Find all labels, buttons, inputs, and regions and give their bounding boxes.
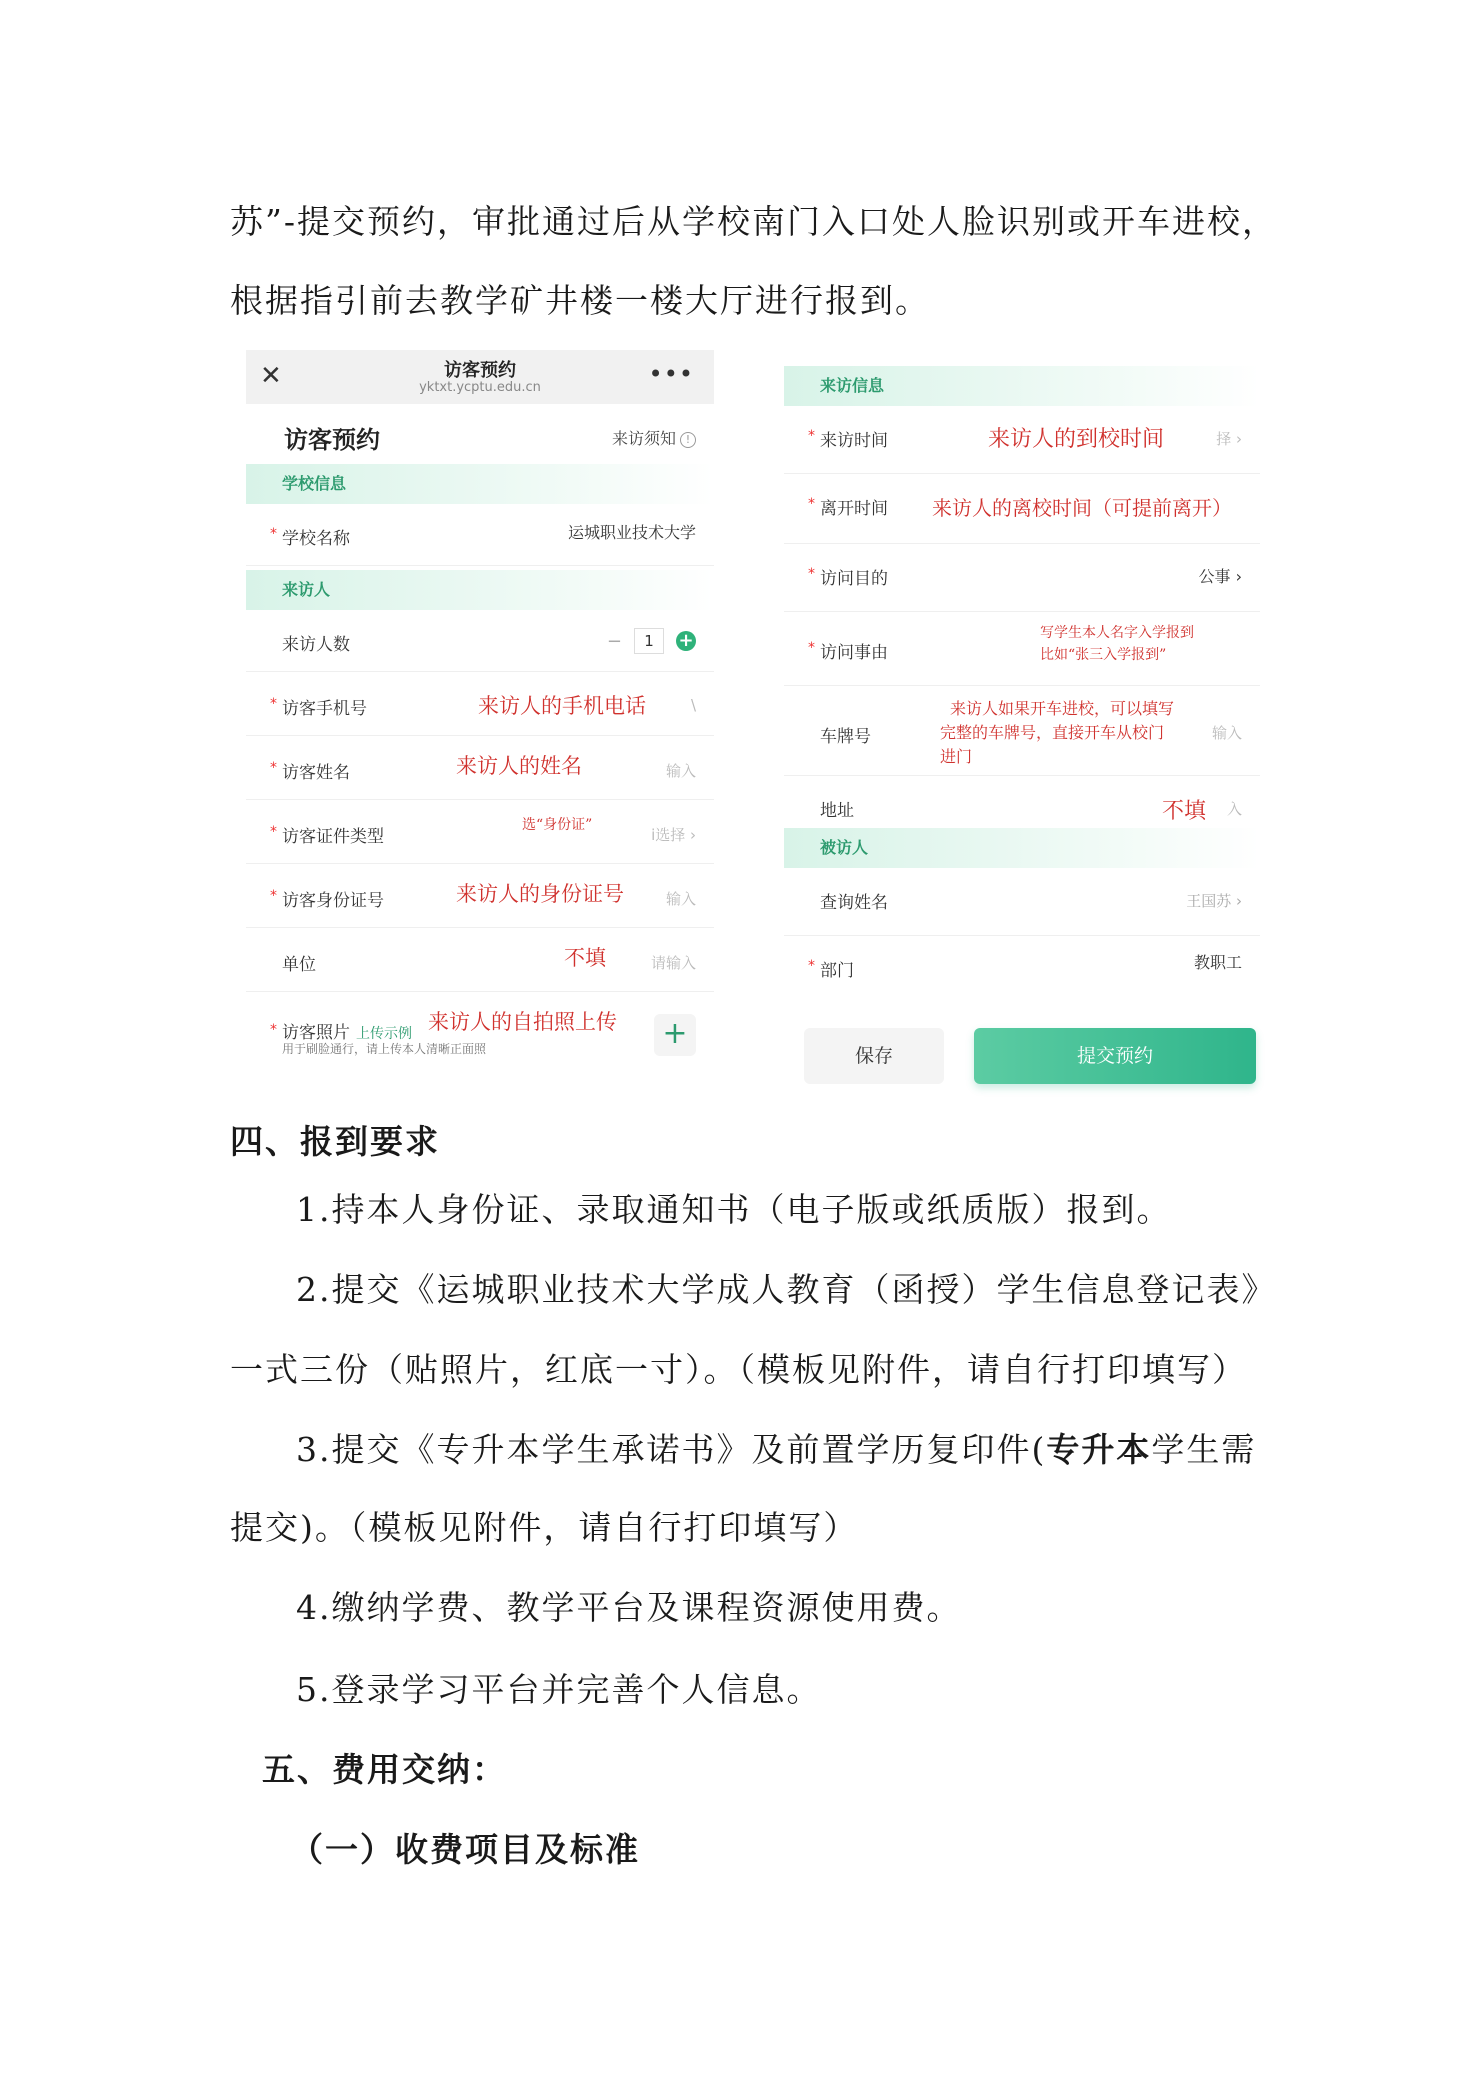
dept-label: 部门	[820, 961, 854, 981]
required-mark: *	[270, 696, 277, 712]
section-4-item-3a	[296, 1424, 1480, 1471]
row-plate[interactable]	[784, 688, 1260, 776]
row-reason[interactable]	[784, 614, 1260, 686]
phone-label: 访客手机号	[282, 699, 367, 719]
item-3a-text: 3.提交《专升本学生承诺书》及前置学历复印件(	[296, 1430, 1047, 1469]
plate-annotation-2: 完整的车牌号，直接开车从校门	[940, 723, 1165, 742]
row-company[interactable]	[246, 932, 714, 992]
row-department[interactable]	[784, 938, 1260, 1004]
id-type-annotation: 选“身份证”	[522, 817, 593, 833]
section-4-heading: 四、报到要求	[230, 1122, 440, 1161]
item-3a-bold: 专升本	[1046, 1430, 1152, 1469]
close-icon[interactable]: ✕	[260, 361, 282, 391]
required-mark: *	[808, 566, 815, 582]
section-5-heading: 五、费用交纳：	[262, 1750, 507, 1789]
required-mark: *	[808, 640, 815, 656]
plate-hint: 输入	[1211, 724, 1242, 742]
id-type-label: 访客证件类型	[282, 827, 384, 847]
row-phone[interactable]	[246, 676, 714, 736]
visitor-form-screenshot-left	[246, 350, 714, 1088]
school-name-label: 学校名称	[282, 529, 350, 549]
required-mark: *	[270, 1022, 277, 1038]
section-4-item-2b: 一式三份（贴照片，红底一寸）。（模板见附件，请自行打印填写）	[230, 1350, 1247, 1389]
visit-notice-link[interactable]	[612, 426, 696, 449]
plate-label: 车牌号	[820, 727, 871, 747]
arrive-label: 来访时间	[820, 431, 888, 451]
required-mark: *	[270, 760, 277, 776]
section-visitor: 来访人	[246, 570, 714, 610]
required-mark: *	[270, 824, 277, 840]
leave-annotation: 来访人的离校时间（可提前离开）	[932, 496, 1232, 520]
reason-annotation-2: 比如“张三入学报到”	[1040, 647, 1167, 663]
minus-icon[interactable]: −	[606, 630, 622, 652]
reason-annotation-1: 写学生本人名字入学报到	[1040, 625, 1194, 641]
photo-label: 访客照片	[282, 1023, 350, 1043]
leave-label: 离开时间	[820, 499, 888, 519]
row-id-number[interactable]	[246, 868, 714, 928]
form-title: 访客预约	[284, 426, 380, 454]
row-name[interactable]	[246, 740, 714, 800]
row-leave-time[interactable]	[784, 476, 1260, 544]
section-4-item-3b: 提交)。（模板见附件，请自行打印填写）	[230, 1508, 859, 1547]
visit-notice-label: 来访须知	[611, 429, 676, 448]
topbar-url: yktxt.ycptu.edu.cn	[419, 380, 541, 395]
item-3a-tail: 学生需	[1151, 1430, 1257, 1469]
host-name-value: 王国苏 ›	[1186, 892, 1242, 910]
row-arrive-time[interactable]	[784, 408, 1260, 474]
intro-line-1: 苏”-提交预约，审批通过后从学校南门入口处人脸识别或开车进校，	[230, 202, 1278, 241]
visitor-count-label: 来访人数	[282, 635, 350, 655]
row-id-type[interactable]	[246, 804, 714, 864]
more-icon[interactable]: •••	[648, 360, 694, 388]
dept-value: 教职工	[1193, 953, 1242, 972]
required-mark: *	[808, 496, 815, 512]
section-4-item-2a: 2.提交《运城职业技术大学成人教育（函授）学生信息登记表》	[296, 1270, 1277, 1309]
arrive-annotation: 来访人的到校时间	[988, 427, 1165, 452]
id-number-label: 访客身份证号	[282, 891, 384, 911]
purpose-label: 访问目的	[820, 569, 888, 589]
phone-hint: \	[690, 696, 696, 714]
add-photo-button[interactable]: +	[654, 1014, 696, 1056]
row-photo	[246, 996, 714, 1076]
upload-demo-link[interactable]: 上传示例	[356, 1026, 412, 1042]
row-school-name	[246, 506, 714, 566]
company-annotation: 不填	[564, 946, 606, 970]
section-4-item-1: 1.持本人身份证、录取通知书（电子版或纸质版）报到。	[296, 1190, 1172, 1229]
photo-subtext: 用于刷脸通行，请上传本人清晰正面照	[282, 1042, 487, 1056]
intro-line-2: 根据指引前去教学矿井楼一楼大厅进行报到。	[230, 281, 930, 320]
id-number-annotation: 来访人的身份证号	[456, 882, 624, 906]
visitor-count-stepper[interactable]	[607, 628, 696, 654]
browser-topbar	[246, 350, 714, 404]
plate-annotation-3: 进门	[940, 747, 973, 766]
topbar-title: 访客预约	[444, 360, 516, 381]
required-mark: *	[270, 888, 277, 904]
section-visit-info: 来访信息	[784, 366, 1260, 406]
name-annotation: 来访人的姓名	[456, 754, 582, 778]
row-purpose[interactable]	[784, 546, 1260, 612]
save-button[interactable]: 保存	[804, 1028, 944, 1084]
host-name-label: 查询姓名	[820, 893, 888, 913]
plate-annotation-1: 来访人如果开车进校，可以填写	[950, 699, 1175, 718]
visitor-form-screenshot-right	[784, 356, 1260, 1091]
section-school-info: 学校信息	[246, 464, 714, 504]
plus-icon[interactable]: +	[676, 631, 696, 651]
section-4-item-5: 5.登录学习平台并完善个人信息。	[296, 1670, 822, 1709]
address-label: 地址	[820, 801, 854, 821]
purpose-value: 公事 ›	[1198, 567, 1242, 586]
company-hint: 请输入	[650, 954, 696, 972]
address-hint: 入	[1226, 800, 1242, 818]
visitor-count-value[interactable]: 1	[634, 628, 664, 654]
name-label: 访客姓名	[282, 763, 350, 783]
photo-annotation: 来访人的自拍照上传	[428, 1010, 617, 1034]
section-host: 被访人	[784, 828, 1260, 868]
reason-label: 访问事由	[820, 643, 888, 663]
id-type-hint: i选择 ›	[651, 826, 696, 844]
id-number-hint: 输入	[665, 890, 696, 908]
submit-booking-button[interactable]: 提交预约	[974, 1028, 1256, 1084]
company-label: 单位	[282, 955, 316, 975]
section-4-item-4: 4.缴纳学费、教学平台及课程资源使用费。	[296, 1588, 962, 1627]
phone-annotation: 来访人的手机电话	[478, 694, 646, 718]
name-hint: 输入	[665, 762, 696, 780]
required-mark: *	[270, 526, 277, 542]
info-icon: !	[680, 432, 696, 448]
row-visitor-count	[246, 612, 714, 672]
address-annotation: 不填	[1162, 799, 1207, 824]
required-mark: *	[808, 958, 815, 974]
school-name-value: 运城职业技术大学	[567, 523, 696, 542]
section-5-subheading: （一）收费项目及标准	[290, 1830, 640, 1869]
row-host-name[interactable]	[784, 870, 1260, 936]
required-mark: *	[808, 428, 815, 444]
arrive-hint: 择 ›	[1216, 430, 1242, 448]
